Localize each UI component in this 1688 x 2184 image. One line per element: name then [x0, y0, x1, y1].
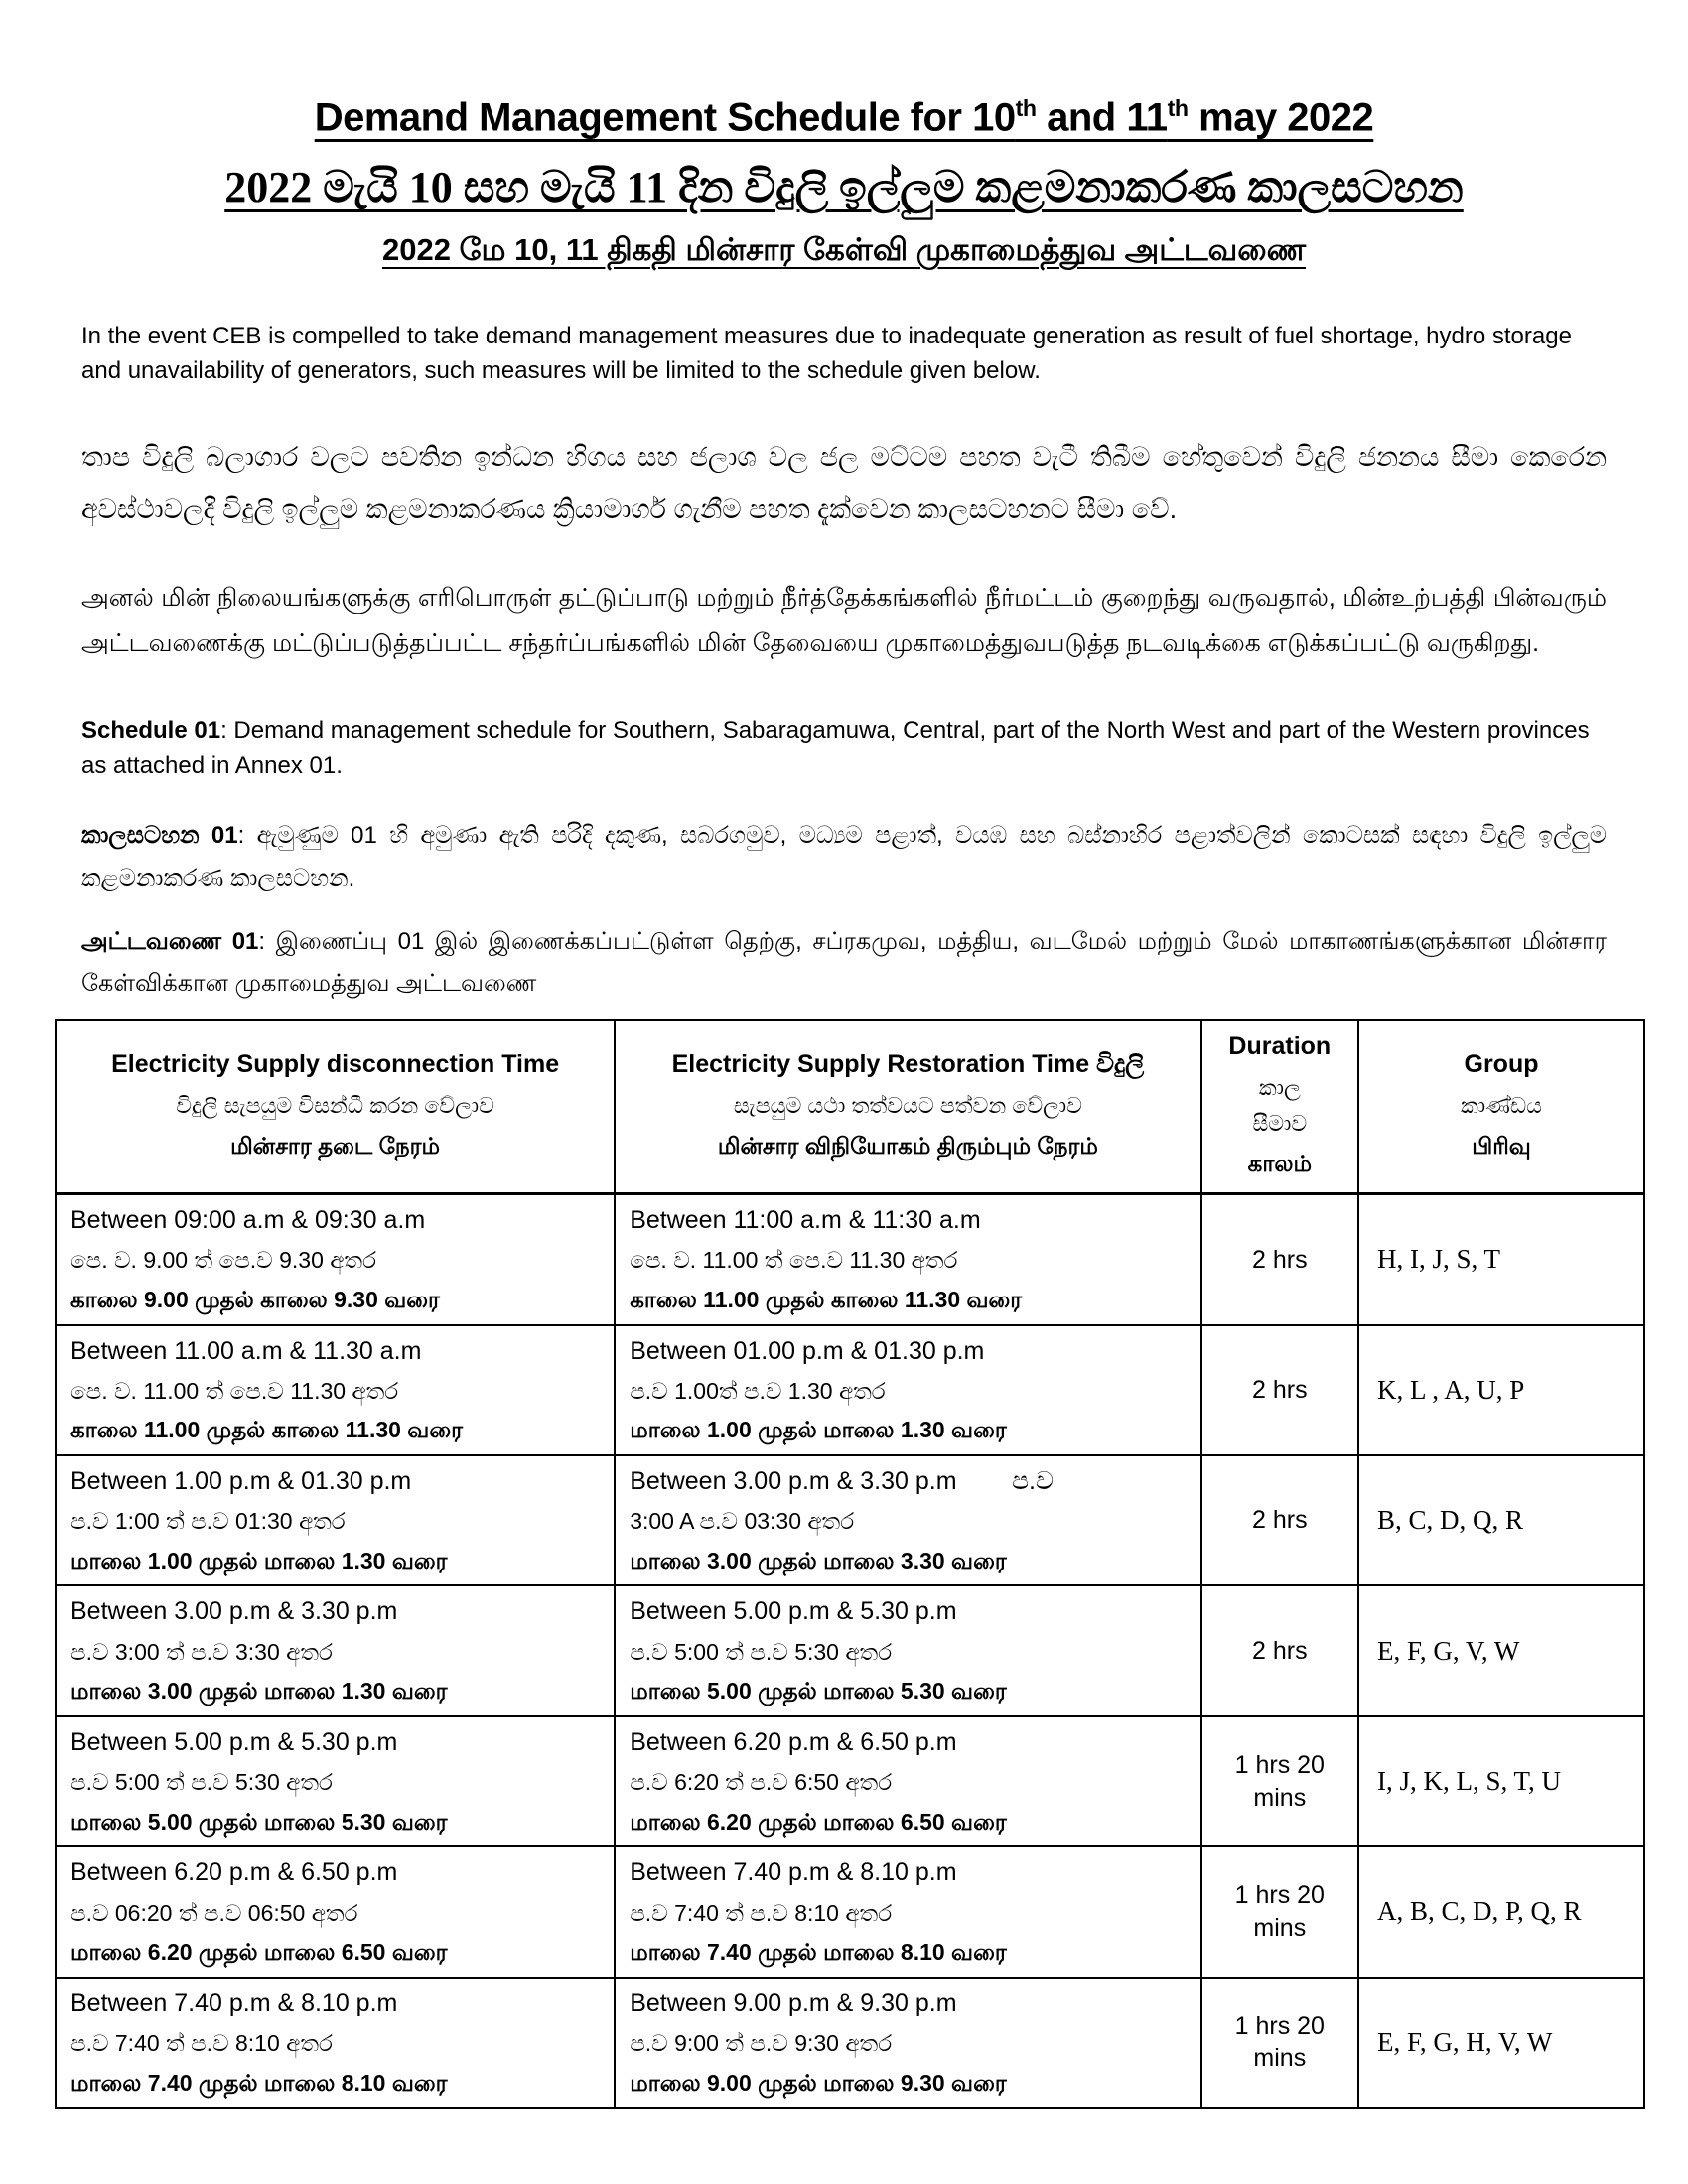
title-superscript: th: [1015, 95, 1037, 121]
schedule01-paragraph-tamil: [81, 921, 1607, 1005]
schedule01-label-english: Schedule 01: [81, 716, 221, 744]
table-row: [56, 1325, 1644, 1455]
demand-management-schedule-table: [55, 1019, 1645, 2109]
disconnection-time-tamil: மாலை 7.40 முதல் மாலை 8.10 வரை: [70, 2069, 448, 2096]
disconnection-time-english: Between 11.00 a.m & 11.30 a.m: [70, 1336, 422, 1365]
title-superscript: th: [1167, 95, 1189, 121]
cell-restoration: [615, 1194, 1200, 1325]
restoration-time-english: Between 11:00 a.m & 11:30 a.m: [630, 1206, 981, 1235]
title-text-part: Demand Management Schedule for 10: [314, 95, 1016, 140]
disconnection-time-english: Between 5.00 p.m & 5.30 p.m: [70, 1727, 398, 1756]
cell-restoration: [615, 1716, 1200, 1846]
cell-duration: 1 hrs 20 mins: [1201, 1978, 1358, 2108]
restoration-time-tamil: மாலை 1.00 முதல் மாலை 1.30 வரை: [630, 1417, 1007, 1443]
cell-group: E, F, G, H, V, W: [1358, 1978, 1644, 2108]
restoration-time-english: Between 3.00 p.m & 3.30 p.m ප.ව: [630, 1466, 1054, 1495]
intro-paragraph-tamil: அனல் மின் நிலையங்களுக்கு எரிபொருள் தட்டுப்பாடு மற்றும் நீர்த்தேக்கங்களில் நீர்மட்டம் குறைந்து வருவதால், மின்உற்பத்தி பின்வரும் அட்டவணைக்கு மட்டுப்படுத்தப்பட்ட சந்தர்ப்பங்களில் மின் தேவையை முகாமைத்துவபடுத்த நடவடிக்கை எடுக்கப்பட்டு வருகிறது.: [81, 584, 1607, 658]
disconnection-time-sinhala: ප.ව 06:20 ත් ප.ව 06:50 අතර: [70, 1899, 358, 1926]
cell-disconnection: [56, 1846, 615, 1977]
restoration-time-sinhala: ප.ව 5:00 ත් ප.ව 5:30 අතර: [630, 1638, 893, 1665]
cell-restoration: [615, 1325, 1200, 1455]
cell-disconnection: [56, 1325, 615, 1455]
table-row: [56, 1978, 1644, 2108]
cell-disconnection: [56, 1978, 615, 2108]
schedule01-text-tamil: : இணைப்பு 01 இல் இணைக்கப்பட்டுள்ள தெற்கு, சப்ரகமுவ, மத்திய, வடமேல் மற்றும் மேல் மாகாணங்களுக்கான மின்சார கேள்விக்கான முகாமைத்துவ அட்டவணை: [81, 928, 1607, 998]
disconnection-time-tamil: மாலை 1.00 முதல் மாலை 1.30 வரை: [70, 1547, 448, 1573]
disconnection-time-sinhala: ප.ව 1:00 ත් ප.ව 01:30 අතර: [70, 1508, 346, 1535]
header-disconnection-tamil: மின்சார தடை நேரம்: [230, 1133, 441, 1160]
restoration-time-sinhala: පෙ. ව. 11.00 ත් පෙ.ව 11.30 අතර: [630, 1247, 958, 1274]
header-duration-english: Duration: [1228, 1032, 1332, 1061]
disconnection-time-tamil: மாலை 5.00 முதல் மாலை 5.30 வரை: [70, 1808, 448, 1835]
restoration-time-sinhala: ප.ව 9:00 ත් ප.ව 9:30 අතර: [630, 2029, 893, 2056]
schedule01-paragraph-sinhala: [81, 814, 1607, 899]
header-duration-tamil: காலம்: [1247, 1151, 1312, 1177]
header-group-english: Group: [1464, 1050, 1539, 1079]
intro-paragraph-sinhala: තාප විදුලි බලාගාර වලට පවතින ඉන්ධන හිගය සහ ජලාශ වල ජල මට්ටම පහත වැටී තිබීම හේතුවෙන් විදුලි ජනනය සීමා කෙරෙන අවස්ථාවලදී විදුලි ඉල්ලුම කළමනාකරණය ක්‍රියාමාර්ග ගැනීම පහත දැක්වෙන කාලසටහනට සීමා වේ.: [81, 441, 1607, 524]
disconnection-time-sinhala: පෙ. ව. 9.00 ත් පෙ.ව 9.30 අතර: [70, 1247, 376, 1274]
restoration-time-tamil: மாலை 6.20 முதல் மாலை 6.50 வரை: [630, 1808, 1007, 1835]
header-cell-duration: [1201, 1020, 1358, 1194]
restoration-time-sinhala: ප.ව 6:20 ත් ප.ව 6:50 අතර: [630, 1769, 893, 1796]
cell-group: A, B, C, D, P, Q, R: [1358, 1846, 1644, 1977]
cell-restoration: [615, 1585, 1200, 1715]
table-row: [56, 1194, 1644, 1325]
cell-disconnection: [56, 1716, 615, 1846]
disconnection-time-english: Between 3.00 p.m & 3.30 p.m: [70, 1597, 398, 1626]
cell-duration: 2 hrs: [1201, 1585, 1358, 1715]
header-restoration-tamil: மின்சார விநியோகம் திரும்பும் நேரம்: [717, 1133, 1098, 1160]
cell-group: B, C, D, Q, R: [1358, 1455, 1644, 1585]
header-group-sinhala: කාණ්ඩය: [1461, 1093, 1542, 1119]
table-row: [56, 1455, 1644, 1585]
header-cell-group: [1358, 1020, 1644, 1194]
cell-group: H, I, J, S, T: [1358, 1194, 1644, 1325]
cell-duration: 2 hrs: [1201, 1325, 1358, 1455]
cell-duration: 1 hrs 20 mins: [1201, 1716, 1358, 1846]
restoration-time-sinhala: 3:00 A ප.ව 03:30 අතර: [630, 1508, 855, 1535]
cell-group: K, L , A, U, P: [1358, 1325, 1644, 1455]
title-text-part: and 11: [1036, 95, 1168, 140]
restoration-time-english: Between 9.00 p.m & 9.30 p.m: [630, 1988, 957, 2017]
schedule01-label-tamil: அட்டவணை 01: [81, 928, 259, 956]
restoration-time-english: Between 7.40 p.m & 8.10 p.m: [630, 1858, 957, 1887]
restoration-time-tamil: மாலை 9.00 முதல் மாலை 9.30 வரை: [630, 2069, 1007, 2096]
schedule01-text-sinhala: : ඇමුණුම 01 හි අමුණා ඇති පරිදි දකුණ, සබරගමුව, මධ්‍යම පළාත්, වයඹ සහ බස්නාහිර පළාත්වලින් කොටසක් සඳහා විදුලි ඉල්ලුම කළමනාකරණ කාලසටහන.: [81, 821, 1607, 891]
cell-group: E, F, G, V, W: [1358, 1585, 1644, 1715]
table-row: [56, 1585, 1644, 1715]
cell-restoration: [615, 1455, 1200, 1585]
schedule01-paragraph-english: [81, 713, 1607, 784]
disconnection-time-sinhala: පෙ. ව. 11.00 ත් පෙ.ව 11.30 අතර: [70, 1377, 399, 1404]
cell-restoration: [615, 1846, 1200, 1977]
restoration-time-sinhala: ප.ව 1.00ත් ප.ව 1.30 අතර: [630, 1377, 886, 1404]
cell-disconnection: [56, 1585, 615, 1715]
header-restoration-english: Electricity Supply Restoration Time විදුලි: [671, 1050, 1145, 1079]
header-duration-sinhala-1: කාල: [1258, 1075, 1301, 1101]
disconnection-time-tamil: காலை 11.00 முதல் காலை 11.30 வரை: [70, 1417, 463, 1443]
cell-duration: 2 hrs: [1201, 1455, 1358, 1585]
restoration-time-tamil: காலை 11.00 முதல் காலை 11.30 வரை: [630, 1286, 1023, 1312]
header-cell-restoration: [615, 1020, 1200, 1194]
document-title-english: [81, 95, 1607, 140]
cell-restoration: [615, 1978, 1200, 2108]
table-row: [56, 1846, 1644, 1977]
restoration-time-tamil: மாலை 3.00 முதல் மாலை 3.30 வரை: [630, 1547, 1007, 1573]
header-disconnection-sinhala: විදුලි සැපයුම විසන්ධී කරන වේලාව: [176, 1093, 494, 1119]
header-disconnection-english: Electricity Supply disconnection Time: [111, 1050, 560, 1079]
disconnection-time-english: Between 09:00 a.m & 09:30 a.m: [70, 1206, 426, 1235]
disconnection-time-sinhala: ප.ව 5:00 ත් ප.ව 5:30 අතර: [70, 1769, 333, 1796]
disconnection-time-tamil: காலை 9.00 முதல் காலை 9.30 வரை: [70, 1286, 440, 1312]
header-cell-disconnection: [56, 1020, 615, 1194]
header-restoration-sinhala: සැපයුම යථා තත්වයට පත්වන වේලාව: [733, 1093, 1082, 1119]
disconnection-time-english: Between 6.20 p.m & 6.50 p.m: [70, 1858, 398, 1887]
header-duration-sinhala-2: සීමාව: [1252, 1111, 1308, 1137]
header-group-tamil: பிரிவு: [1472, 1133, 1531, 1160]
disconnection-time-tamil: மாலை 3.00 முதல் மாலை 1.30 வரை: [70, 1678, 448, 1705]
cell-disconnection: [56, 1194, 615, 1325]
disconnection-time-english: Between 7.40 p.m & 8.10 p.m: [70, 1988, 398, 2017]
disconnection-time-english: Between 1.00 p.m & 01.30 p.m: [70, 1466, 412, 1495]
restoration-time-english: Between 5.00 p.m & 5.30 p.m: [630, 1597, 957, 1626]
document-title-tamil: 2022 மே 10, 11 திகதி மின்சார கேள்வி முகாமைத்துவ அட்டவணை: [381, 232, 1307, 268]
restoration-time-tamil: மாலை 5.00 முதல் மாலை 5.30 வரை: [630, 1678, 1007, 1705]
schedule01-label-sinhala: කාලසටහන 01: [81, 821, 238, 849]
disconnection-time-tamil: மாலை 6.20 முதல் மாலை 6.50 வரை: [70, 1939, 448, 1966]
restoration-time-tamil: மாலை 7.40 முதல் மாலை 8.10 வரை: [630, 1939, 1007, 1966]
table-row: [56, 1716, 1644, 1846]
cell-duration: 1 hrs 20 mins: [1201, 1846, 1358, 1977]
intro-paragraph-english: In the event CEB is compelled to take demand management measures due to inadequate generation as result of fuel shortage, hydro storage and unavailability of generators, such measures will be limited to the schedule given below.: [81, 323, 1572, 385]
title-text-part: may 2022: [1188, 95, 1374, 140]
restoration-time-english: Between 6.20 p.m & 6.50 p.m: [630, 1727, 957, 1756]
cell-group: I, J, K, L, S, T, U: [1358, 1716, 1644, 1846]
document-title-sinhala: 2022 මැයි 10 සහ මැයි 11 දින විදුලි ඉල්ලුම කළමනාකරණ කාලසටහන: [224, 163, 1464, 212]
restoration-time-english: Between 01.00 p.m & 01.30 p.m: [630, 1336, 985, 1365]
cell-disconnection: [56, 1455, 615, 1585]
disconnection-time-sinhala: ප.ව 7:40 ත් ප.ව 8:10 අතර: [70, 2029, 333, 2056]
schedule01-text-english: : Demand management schedule for Southern, Sabaragamuwa, Central, part of the North West and part of the Western provinces as attached in Annex 01.: [81, 716, 1590, 779]
table-header-row: [56, 1020, 1644, 1194]
restoration-time-sinhala: ප.ව 7:40 ත් ප.ව 8:10 අතර: [630, 1899, 893, 1926]
disconnection-time-sinhala: ප.ව 3:00 ත් ප.ව 3:30 අතර: [70, 1638, 333, 1665]
cell-duration: 2 hrs: [1201, 1194, 1358, 1325]
